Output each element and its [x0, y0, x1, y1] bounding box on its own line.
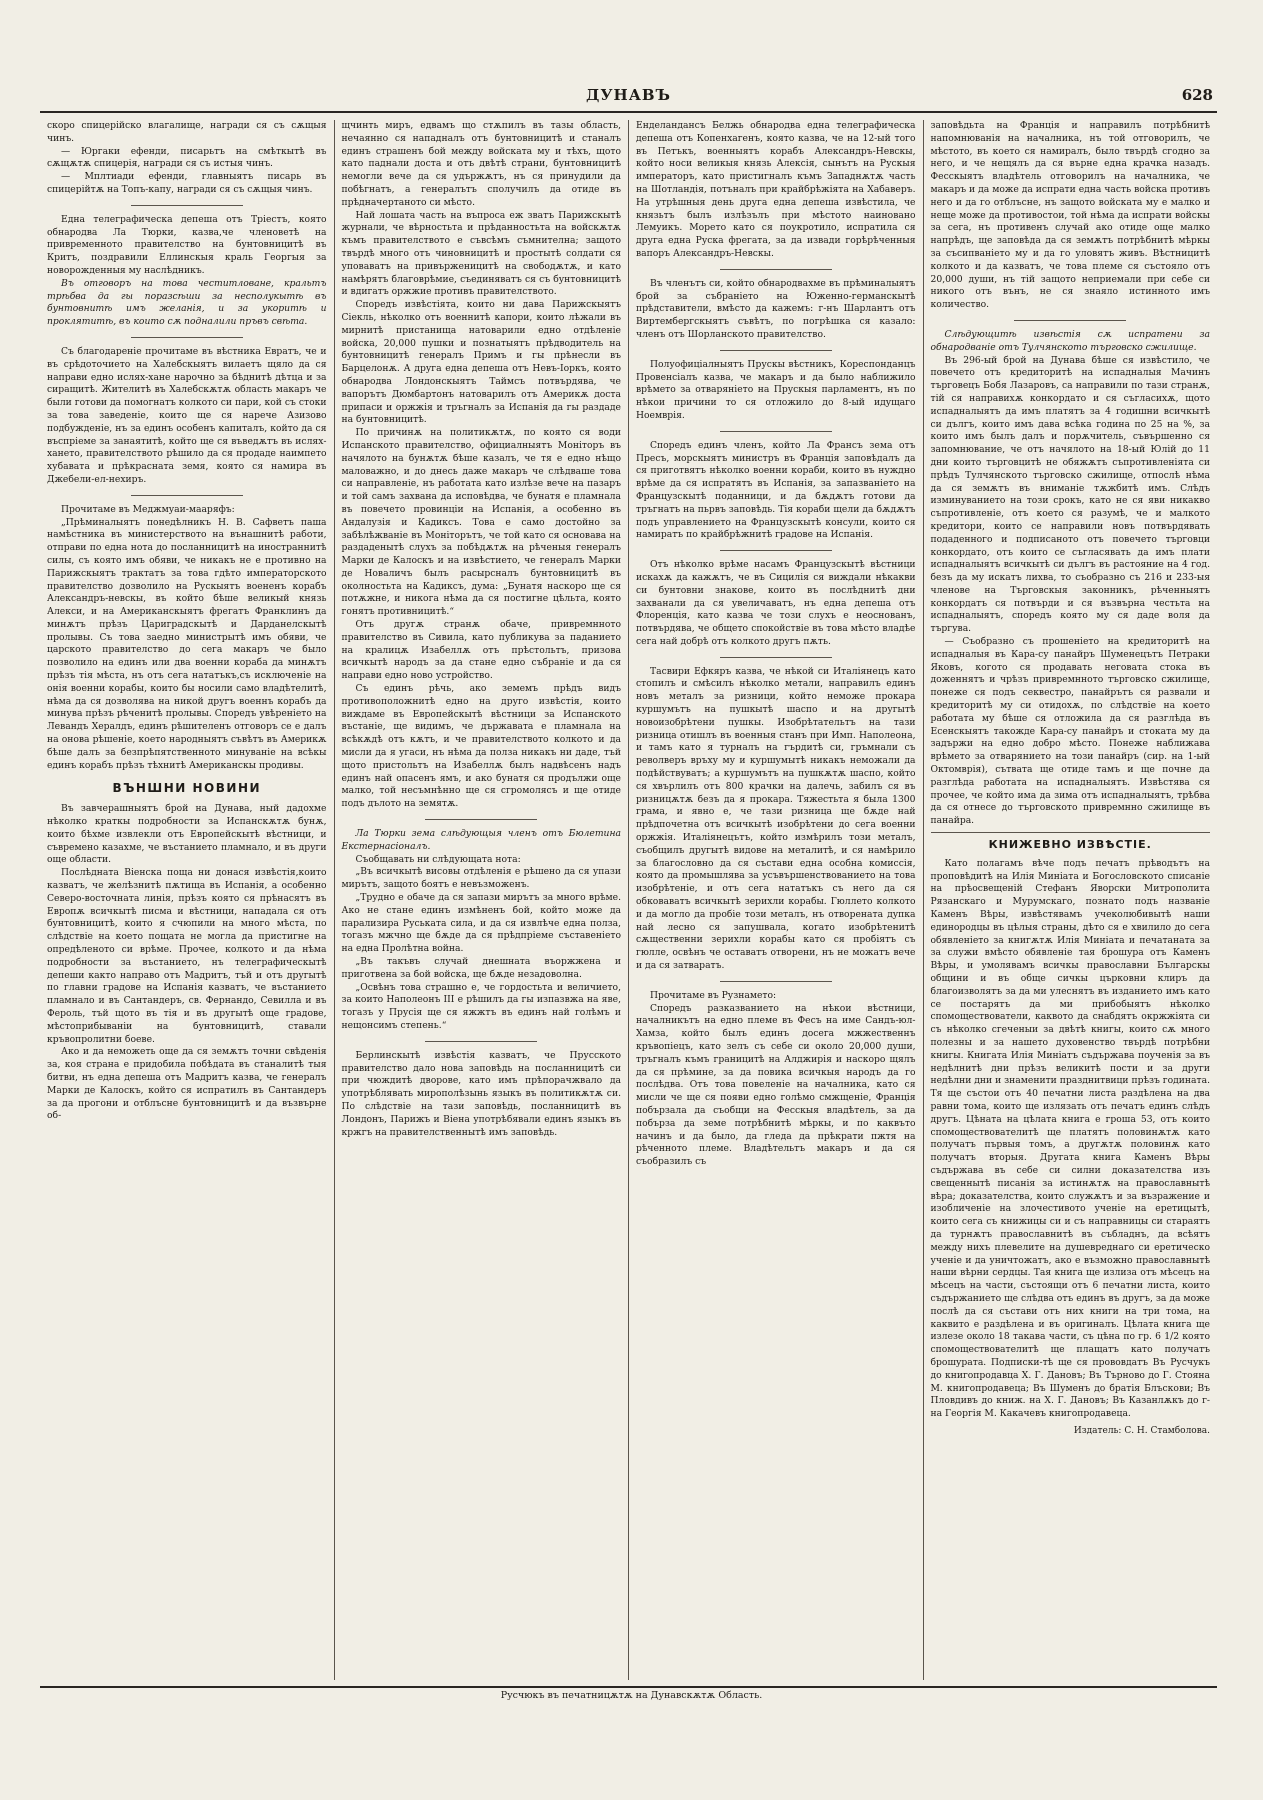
- paragraph: Ако и да неможеть още да ся земѫтъ точни свѣденія за, коя страна е придобила побѣдата въ станалитѣ тыя битви, нъ една депеша отъ Мадритъ казва, че генералъ Марки де Калоскъ, който ся испратилъ въ Сантандеръ за да прогони и отблъсне бунтовницитѣ и да възвърне об-: [47, 1046, 327, 1122]
- divider: [1014, 320, 1126, 321]
- paragraph: — Съобразно съ прошеніето на кредиторитѣ на испадналыя въ Кара-су панайръ Шуменецътъ Петраки Яковъ, когото ся продавать неговата стока въ доженнятъ и чрѣзъ привремнното търговско сжилище, понеже ся подъ секвестро, панайрътъ ся развали и кредиторитѣ му си отидохѫ, по слѣдствіе на което работата му бѣше ся отложила да ся разглѣда въ Есенскыятъ такожде Кара-су панайръ и стоката му да задържи на едно добро мѣсто. Понеже наближава врѣмето за отварянието на този панайръ (сир. на 1-ый Октомврія), сътвата ще отиде тамъ и ще почне да разглѣда работата на испадналыятъ. Извѣстява ся прочее, че който има да зима отъ испадналыятъ, трѣбва да ся отнесе до търговското привремнно сжилище въ панайра.: [930, 636, 1210, 827]
- top-rule: [40, 111, 1217, 113]
- paragraph: Тасвири Ефкяръ казва, че нѣкой си Италіянецъ като стопилъ и смѣсилъ нѣколко метали, направилъ единъ новъ металъ за ризници, който неможе прокара куршумътъ на пушкытѣ шаспо и на другытѣ новоизобрѣтени пушкы. Изобрѣтательтъ на тази ризница отишлъ въ военныя станъ при Имп. Наполеона, и тамъ като я турналъ на гърдитѣ си, гръмнали съ револверъ връху му и куршумытѣ никакъ неможали да подѣйствуватъ; а куршумътъ на пушкѫтѫ шаспо, който ся хвърлилъ отъ 800 крачки на далечь, забилъ ся въ ризницѫтѫ безъ да я прокара. Тяжестьта я была 1300 грама, и явно е, че тази ризница ще бѫде най прѣдпочетна отъ всичкытѣ изобрѣтени до сега военни оржжія. Италіянецътъ, който измѣрилъ този металъ, съобщилъ другытѣ видове на металитѣ, и ся намѣрило за благословно да ся състави една особна комиссія, която да промышлява за усъвършенствованието на това изобрѣтеніе, и отъ сега нататъкъ съ него да ся обковаватъ всичкытѣ зерихли корабы. Гюллето колкото и да могло да пробіе този металъ, нъ отворената дупка най лесно ся запушвала, когато изобрѣтенитѣ сѫщественни зерихли корабы като ся пробіятъ съ гюлле, освѣнъ че оставатъ отворени, нъ не можатъ вече и да ся затваратъ.: [636, 665, 916, 972]
- divider: [720, 269, 832, 270]
- paragraph: Една телеграфическа депеша отъ Тріестъ, която обнародва Ла Тюрки, казва,че членоветѣ на привременното правителство на бунтовницитѣ въ Критъ, поздравили Еллинскыя краль Георгыя за новорожденныя му наслѣдникъ.: [47, 213, 327, 276]
- paragraph: Най лошата часть на въпроса еж зватъ Парижскытѣ журнали, че вѣрностьта и прѣданностьта на войскѫтѫ къмъ правителството е съвсѣмъ съмнителна; защото твърдѣ много отъ чиновницитѣ и простытѣ солдати ся уповаватъ на привърженицитѣ на свободѫтѫ, и като намѣрятъ благоврѣмие, съединяватъ ся съ бунтовницитѣ и вдигатъ оржжие противъ правителството.: [341, 209, 621, 298]
- paragraph: „Въ всичкытѣ висовы отдѣленія е рѣшено да ся упази мирътъ, защото боятъ е невъзможенъ.: [341, 866, 621, 891]
- divider: [425, 1041, 537, 1042]
- paragraph: По причинѫ на политикѫтѫ, по която ся води Испанското правителство, официалныятъ Моніторъ въ начялото на бунѫтѫ бѣше казалъ, че тя е едно нѣщо маловажно, и до днесь даже макаръ че слѣдваше това си направленіе, нъ работата като излѣзе вече на пазаръ и той самъ захвана да исповѣдва, че бунатя е пламнала въ повечето провинціи на Испанія, а особенно въ Андалузія и Кадиксъ. Това е само достойно за забѣлѣжваніе въ Моніторътъ, че той като ся основава на раздаденытѣ слухъ за побѣдѫтѫ на рѣченыя генералъ Марки де Калоскъ и на извѣстието, че генералъ Марки де Новаличъ былъ расырсналъ бунтовницитѣ въ околностьта на Кадиксъ, дума: „Бунатя наскоро ще ся потѫжне, и никога нѣма да ся постигне цѣльта, която гонятъ противницитѣ.“: [341, 427, 621, 618]
- bottom-rule: [40, 1686, 1217, 1688]
- paragraph: Послѣдната Віенска поща ни донася извѣстія,които казватъ, че желѣзнитѣ пѫтища въ Испанія, а особенно Северо-восточната линія, прѣзъ която ся прѣнасятъ въ Европѫ всичкытѣ писма и вѣстници, нападала ся отъ бунтовницитѣ, които я счюпили на много мѣста, по слѣдствіе на което пощата не могла да пристигне на опредѣленото си врѣме. Прочее, колкото и да нѣма подробности за въстанието, нъ телеграфическытѣ депеши както направо отъ Мадритъ, тъй и отъ другытѣ по главни градове на Испанія казватъ, че въстанието пламнало и въ Сантандеръ, св. Фернандо, Севилла и въ Фероль, тъй щото въ тія и въ другытѣ още градове, мѣстоприбываніи на бунтовницитѣ, ставали кръвопролитни боеве.: [47, 867, 327, 1045]
- section-heading-foreign-news: ВЪНШНИ НОВИНИ: [112, 781, 262, 796]
- publisher-signature: Издатель: С. Н. Стамболова.: [1073, 1425, 1210, 1436]
- paragraph: Отъ другѫ странѫ обаче, привремнното правителство въ Сивила, като публикува за паданието на кралицѫ Изабеллѫ отъ прѣстольтъ, призова всичкытѣ народъ за да стане едно събраніе и да ся направи едно ново устройство.: [341, 619, 621, 682]
- paragraph: скоро спицерійско влагалище, награди ся съ сѫщыя чинъ.: [47, 120, 327, 144]
- divider: [425, 819, 537, 820]
- paragraph: Съ единъ рѣчь, ако земемъ прѣдъ видъ противоположнитѣ едно на друго извѣстія, които виждаме въ Европейскытѣ вѣстници за Испанското въстаніе, ще видимъ, че държавата е пламнала на всѣкѫдѣ отъ кѫтъ, и че правителството колкото и да мисли да я угаси, нъ нѣма да полза никакъ ни даде, тъй щото пристольтъ на Изабеллѫ былъ надвѣсенъ надъ единъ най опасенъ ямъ, и ако бунатя ся продължи още малко, той несъмнѣнно ще ся сгромолясъ и ще отиде подъ дълото на земятѫ.: [341, 683, 621, 810]
- paragraph: „Прѣминалыятъ понедѣлникъ Н. В. Сафветъ паша намѣстника въ министерството на вънашнитѣ работи, отправи по една нота до посланницитѣ на иностраннитѣ силы, съ която имъ обяви, че никакъ не е противно на Парижскыятъ трактатъ за това гдѣто императорското правителство дозволило на Рускыятъ воененъ корабъ Александръ-невскы, въ който бѣше великый князь Алекси, и на Американскыятъ фрегатъ Франклинъ да минѫтъ прѣзъ Цариградскытѣ и Дарданелскытѣ пролывы. Съ това заедно министрытѣ имъ обяви, че царското правителство до сега макаръ че было позволило на единъ или два военни кораба да минѫтъ прѣзъ тія мѣста, нъ отъ сега нататъкъ,съ исключеніе на онія военни корабы, които бы носили само владѣтелитѣ, нѣма да ся дозволява на никой другъ военнъ корабъ да минува прѣзъ рѣченитѣ пролывы. Споредъ увѣреніето на Левандъ Хералдъ, единъ рѣшителенъ отговоръ се е далъ на онова рѣшеніе, което народныятъ съвѣтъ въ Америкѫ бѣше далъ за безпрѣпятственното минуваніе на всѣкы единъ корабъ прѣзъ тѣхнитѣ Американскы продивы.: [47, 516, 327, 771]
- imprint-footer: Русчюкъ въ печатницѫтѫ на Дунавскѫтѫ Область.: [500, 1690, 763, 1701]
- divider: [131, 205, 243, 206]
- column-4: [924, 120, 1218, 1680]
- divider: [131, 495, 243, 496]
- column-2: [335, 120, 630, 1680]
- paragraph: щчинть миръ, едвамъ що стѫпилъ въ тазы область, нечаянно ся нападналъ отъ бунтовницитѣ и станалъ единъ страшенъ бой между войската му и тѣхъ, щото като паднали доста и отъ двѣтѣ страни, бунтовницитѣ немогли вече да ся удържѫтъ, нъ ся принудили да побѣгнатъ, а генералътъ сполучилъ да отиде въ прѣдначертаното си мѣсто.: [341, 120, 621, 208]
- divider: [720, 981, 832, 982]
- paragraph: заповѣдьта на Франція и направилъ потрѣбнитѣ напомнюванія на началника, нъ той отговорилъ, че мѣстото, въ което ся намиралъ, было твърдѣ сгодно за него, и че нещялъ да ся върне една крачка назадъ. Фесскыятъ владѣтель отговорилъ на началника, че макаръ и да може да испрати една часть войска противъ него и да го отблъсне, нъ защото войската му е малко и неще може да противостои, той нѣма да испрати войскы за сега, нъ противенъ случай ако отиде още малко напрѣдъ, ще заповѣда да ся земѫтъ потрѣбнитѣ мѣркы за съсипваніето му и да го уловятъ живъ. Вѣстницитѣ колкото и да казватъ, че това племе ся състояло отъ 20,000 души, нъ тій защото неприемали при себе си никого отъ вънъ, не ся знаяло истинното имъ количество.: [930, 120, 1210, 311]
- divider: [720, 350, 832, 351]
- masthead: [40, 86, 1217, 108]
- paragraph: „Трудно е обаче да ся запази мирътъ за много врѣме. Ако не стане единъ измѣненъ бой, който може да парализира Руськата сила, и да ся извлѣче една полза, тогазъ мжчно ще бѫде да ся прѣдпріеме съставеніето на една Пролѣтна война.: [341, 892, 621, 955]
- article-columns: [40, 120, 1217, 1680]
- paragraph: Споредъ извѣстіята, които ни дава Парижскыятъ Сіекль, нѣколко отъ военнитѣ капори, които лѣжали въ мирнитѣ пристанища натоварили едно отдѣленіе войска, 20,000 пушки и познатыятъ прѣдводитель на бунтовницитѣ генералъ Примъ и гы прѣнесли въ Барцелонѫ. А друга една депеша отъ Невъ-Іоркъ, която обнародва Лондонскыятъ Таймсъ потвърдява, че вапорътъ Дюмбартонъ натоварилъ отъ Америкѫ доста припаси и оржжія и тръгналъ за Испанія да гы раздаде на бунтовницитѣ.: [341, 299, 621, 426]
- paragraph: Въ завчерашныятъ брой на Дунава, ный дадохме нѣколко краткы подробности за Испанскѫтѫ бунѫ, които бѣхме извлекли отъ Европейскытѣ вѣстници, и съвремено казахме, че въстанието пламнало, и въ други още области.: [47, 803, 327, 866]
- paragraph: Енделандансъ Белжь обнародва една телеграфическа депеша отъ Копенхагенъ, която казва, че на 12-ый того въ Петъкъ, военныятъ корабъ Александръ-Невскы, който носи великыя князь Алексія, сынътъ на Рускыя императоръ, като пристигналъ къмъ Западнѫтѫ часть на Шотландія, потъналъ при крайбрѣжіята на Хабаверъ. На утрѣшныя день друга една депеша извѣстила, че князьтъ былъ излѣзълъ при мѣстото наиновано Лемуикъ. Морето като ся поукротило, испратила ся друга една Руска фрегата, за да извади горѣрѣченныя вапоръ Александръ-Невскы.: [636, 120, 916, 259]
- paragraph: Споредъ разказванието на нѣкои вѣстници, началникътъ на едно племе въ Фесъ на име Сандъ-юл-Хамза, който былъ единъ досега мжжественнъ кръвопіецъ, като зелъ съ себе си около 20,000 души, тръгналъ къмъ границитѣ на Алджирія и наскоро щялъ да ся прѣмине, за да повика всичкыя народъ да го послѣдва. Отъ това повеленіе на началника, като ся мисли че ще ся появи едно голѣмо смжщеніе, Франція побързала да съобщи на Фесскыя владѣтель, за да побърза да земе потрѣбнитѣ мѣркы, и по каквъто начинъ и да было, да гледа да прѣкрати пжтя на рѣченното племе. Владѣтельтъ макаръ и да ся съобразилъ съ: [636, 1002, 916, 1168]
- paragraph: „Въ такъвъ случай днешната въоржжена и приготвена за бой войска, ще бѫде незадоволна.: [341, 956, 621, 980]
- section-heading-literary-notice: КНИЖЕВНО ИЗВѢСТІЕ.: [931, 832, 1211, 852]
- paragraph: Слѣдующитѣ извѣстія сѫ испратени за обнародваніе отъ Тулчянското търговско сжилище.: [930, 328, 1210, 353]
- paragraph: Въ членътъ си, който обнародвахме въ прѣминалыятъ брой за събраніето на Юженно-германскытѣ прѣдставители, вмѣсто да кажемъ: г-нъ Шарлантъ отъ Виртембергскыятъ съвѣтъ, по погрѣшка ся казало: членъ отъ Шорланското правителство.: [636, 277, 916, 340]
- paragraph: Съ благодареніе прочитаме въ вѣстника Евратъ, че и въ срѣдоточието на Халебскыятъ вилаетъ щяло да ся направи едно ислях-хане нарочно за бѣднитѣ дѣтца и за сиращитѣ. Жителитѣ въ Халебскѫтѫ область макаръ че были готови да помогнатъ колкото си пари, кой съ стоки за това заведеніе, които ще ся нарече Азизово подбужденіе, нъ за единъ особенъ капиталъ, който да ся въспріеме за занаятитѣ, който ще ся въведѫтъ въ ислях-хането, правителството рѣшило да ся продаде наимпето хубавата и прѣкрасната земя, която ся намира въ Джебели-ел-нехиръ.: [47, 345, 327, 485]
- paragraph: — Юргаки ефенди, писарьтъ на смѣткытѣ въ сѫщѫтѫ спицерія, награди ся съ истыя чинъ.: [47, 145, 327, 170]
- paragraph: Въ отговоръ на това честитловане, кральтъ трѣбва да гы поразсѣши за несполукытѣ въ бунтовнитѣ имъ желанія, и за укоритѣ и проклятитѣ, въ които сѫ подналили пръвъ свѣта.: [47, 277, 327, 328]
- page-number: 628: [1181, 86, 1213, 104]
- column-1: [40, 120, 335, 1680]
- paragraph: Съобщавать ни слѣдующата нота:: [355, 853, 521, 865]
- paragraph: Като полагамъ вѣче подъ печатъ прѣводътъ на проповѣдитѣ на Илія Миніата и Богословското списаніе на прѣосвещеній Стефанъ Яворски Митрополита Рязанскаго и Мурумскаго, познато подъ названіе Каменъ Вѣры, извѣстявамъ учеколюбивытѣ наши единородцы въ цѣлыя страны, дѣто ся е хвилило до сега обявленіето за книгѫтѫ Илія Миніата и печатаната за за служи вмѣсто обявленіе тая брошура отъ Каменъ Вѣры, и умолявамъ всичкы православни Българскы общини и въ обще сичкы църковни клиръ да благоизволятъ за да ми улеснятъ въ изданието имъ като се постарятъ да ми прибобыятъ нѣколко спомоществователи, каквото да снабдятъ окржжіята си съ нѣколко сгеченыи за двѣтѣ книгы, които сѫ много полезны и за нашето духовенство твърдѣ потрѣбни книгы. Книгата Илія Миніатъ съдържава поученія за въ недѣлнитѣ дни прѣзъ великитѣ пости и за други недѣлни дни и знаменити празднитвици прѣзъ годината. Тя ще състои отъ 40 печатни листа раздѣлена на два равни тома, които ще излязать отъ печатъ единъ слѣдъ другъ. Цѣната на цѣлата книга е гроша 53, отъ които спомоществователитѣ ще платятъ половинѫтѫ като получатъ първыя томъ, а другѫтѫ половинѫ като получатъ вторыя. Другата книга Каменъ Вѣры съдържава въ себе си силни доказателства изъ свещеннытѣ писанія за истинѫтѫ на православнытѣ вѣра; доказателства, които служѫтъ и за възражение и изобличеніе на злочестивото ученіе на еретицытѣ, които сега съ книжицы си и съ направницы си стараятъ да турнѫтъ православнитѣ въ събладнъ, да всѣятъ между нихъ плевелите на душевреднаго си еретическо ученіе и да уничтожатъ, ако е възможно православнытѣ наши вѣрни сердцы. Тая книга ще излиза отъ мѣсецъ на мѣсецъ на части, състоящи отъ 6 печатни листа, които съдържанието ще слѣдва отъ единъ въ другъ, за да може послѣ да ся състави отъ них книги на три тома, на каквито е раздѣлена и въ оригиналъ. Цѣлата книга ще излезе около 18 такава части, съ цѣна по гр. 6 1/2 която спомоществователитѣ ще плащатъ като получатъ брошурата. Подписки-тѣ ще ся прововдатъ Въ Русчукъ до книгопродавца Х. Г. Дановъ; Въ Търново до Г. Стояна М. книгопродавеца; Въ Шуменъ до братія Блъскови; Въ Пловдивъ до книж. на Х. Г. Дановъ; Въ Казанлѫкъ до г-на Георгія М. Какачевъ книгопродавеца.: [930, 857, 1210, 1420]
- paragraph: „Освѣнъ това страшно е, че гордостьта и величието, за които Наполеонъ III е рѣшилъ да гы изпазвжа на яве, тогазъ у Прусія ще ся яжжтъ въ единъ най голѣмъ и нещонсимъ степень.“: [341, 981, 621, 1031]
- divider: [720, 431, 832, 432]
- divider: [131, 337, 243, 338]
- divider: [720, 550, 832, 551]
- paragraph: Прочитаме въ Меджмуаи-мааряфъ:: [61, 503, 235, 515]
- newspaper-title: ДУНАВЪ: [586, 86, 671, 104]
- divider: [720, 657, 832, 658]
- paragraph: Полуофиціалныятъ Прускы вѣстникъ, Кореспонданцъ Провенсіалъ казва, че макаръ и да было наближило врѣмето за отваряніето на Прускыя парламентъ, нъ по нѣкои причини то ся отложило до 8-ый идущаго Ноемврія.: [636, 358, 916, 421]
- paragraph: Ла Тюрки зема слѣдующыя членъ отъ Бюлетина Екстернасіоналъ.: [341, 828, 621, 852]
- paragraph: Берлинскытѣ извѣстія казватъ, че Прусското правителство дало нова заповѣдь на посланницитѣ си при чюждитѣ дворове, като имъ прѣпорачжвало да употрѣблявать мирополѣзынь языкъ въ политикѫтѫ си. По слѣдствіе на тази заповѣдь, посланницитѣ въ Лондонъ, Парижъ и Віена употрѣбявали единъ языкъ въ кржгъ на правителственнытѣ имъ заповѣдь.: [341, 1049, 621, 1138]
- paragraph: — Мплтиади ефенди, главныятъ писарь въ спицерійтѫ на Топъ-капу, награди ся съ сѫщыя чинъ.: [47, 171, 327, 195]
- column-3: [629, 120, 924, 1680]
- paragraph: Споредъ единъ членъ, който Ла Франсъ зема отъ Пресъ, морскыятъ министръ въ Франція заповѣдалъ да ся приготвятъ нѣколко военни кораби, които въ нуждно врѣме да ся испратятъ въ Испанія, за запазваніето на Французскытѣ поданници, и да бѫдѫтъ готови да тръгнатъ на пьрвъ заповѣдь. Тія кораби щели да бѫдѫтъ подъ управлението на Французскытѣ консули, които ся намиратъ по крайбрѣжнитѣ градове на Испанія.: [636, 439, 916, 541]
- paragraph: Прочитаме въ Рузнамето:: [650, 989, 777, 1001]
- paragraph: Отъ нѣколко врѣме насамъ Французскытѣ вѣстници искахѫ да кажѫтъ, че въ Сицилія ся виждали нѣкакви си бунтовни знакове, които въ послѣднитѣ дни захванали да ся увеличаватъ, нъ една депеша отъ Флоренція, като казва че този слухъ е неоснованъ, потвърдява, че общето спокойствіе въ това мѣсто владѣе сега най добрѣ отъ колкото другъ пѫть.: [636, 559, 916, 647]
- paragraph: Въ 296-ый брой на Дунава бѣше ся извѣстило, че повечето отъ кредиторитѣ на испадналыя Мачинъ търговецъ Бобя Лазаровъ, са направили по тази странѫ, тій ся направихѫ конкордато и ся съгласихѫ, щото испадналыятъ да имъ платятъ за 4 годишни всичкытѣ си дългъ, които имъ дава всѣка година по 25 на %, за които имъ былъ далъ и порѫчитель, съвършенно ся запомнювание, че отъ начялото на 18-ый Юлій до 11 дни които търговцитѣ не обяжѫтъ съпротивленіята си прѣдъ Тулчянското търговско сжилище, отпослѣ нѣма да ся земѫтъ въ вниманіе тѫжбитѣ имъ. Слѣдъ изминуванието на този срокъ, като не ся яви никакво съпротивленіе, отъ което ся разумѣ, че и малкото кредитори, които се направили новъ потвърдявать подаденного и подписаното отъ повечето търговци конкордато, отъ които се съгласявать да имъ плати испадналыятъ всичкытѣ си дългъ въ растояние на 4 год. безъ да му искатъ лихва, то съобразно съ 216 и 233-ыя членове на Търговскыя законникъ, рѣченныятъ конкордатъ ся потвърди и ся възвърна честьта на испадналыятъ, споредъ която му ся даде воля да търгува.: [930, 354, 1210, 635]
